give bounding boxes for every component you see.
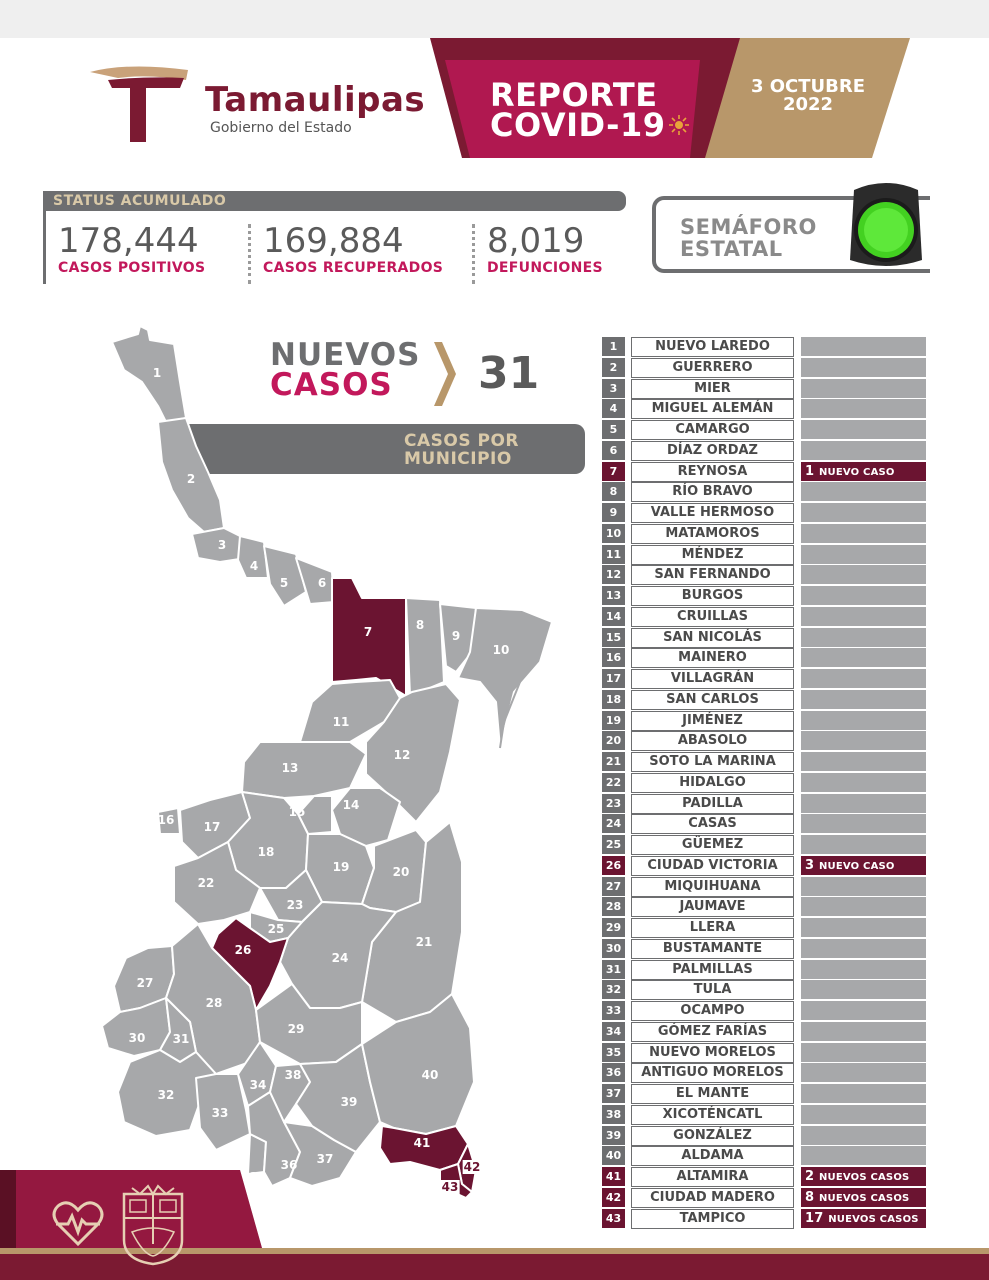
municipio-name: CIUDAD MADERO — [631, 1188, 794, 1208]
tamaulipas-logo-icon — [88, 66, 188, 142]
municipio-name: EL MANTE — [631, 1084, 794, 1104]
map-municipio-label: 18 — [257, 845, 275, 859]
table-row — [602, 441, 926, 460]
municipio-name: VALLE HERMOSO — [631, 503, 794, 523]
municipio-number: 22 — [602, 773, 625, 792]
map-municipio-label: 16 — [157, 813, 175, 827]
municipio-casos — [801, 1146, 926, 1165]
municipio-number: 8 — [602, 482, 625, 501]
municipio-number: 17 — [602, 669, 625, 688]
table-row — [602, 856, 926, 875]
table-row — [602, 399, 926, 418]
municipio-name: PALMILLAS — [631, 960, 794, 980]
municipio-number: 12 — [602, 565, 625, 584]
map-municipio-40 — [362, 994, 474, 1134]
map-municipio-label: 10 — [492, 643, 510, 657]
municipio-name: ALDAMA — [631, 1146, 794, 1166]
municipio-casos — [801, 482, 926, 501]
heart-pulse-icon — [52, 1200, 104, 1248]
municipio-name: SAN NICOLÁS — [631, 628, 794, 648]
municipio-number: 2 — [602, 358, 625, 377]
table-row — [602, 1126, 926, 1145]
sun-icon — [668, 114, 690, 136]
table-row — [602, 1105, 926, 1124]
municipio-name: VILLAGRÁN — [631, 669, 794, 689]
table-row — [602, 1022, 926, 1041]
table-row — [602, 586, 926, 605]
municipio-name: JAUMAVE — [631, 897, 794, 917]
municipio-number: 29 — [602, 918, 625, 937]
map-municipio-label: 29 — [287, 1022, 305, 1036]
municipio-number: 28 — [602, 897, 625, 916]
map-municipio-label: 32 — [157, 1088, 175, 1102]
municipio-casos — [801, 897, 926, 916]
stat-recuperados — [263, 222, 443, 276]
stat-recuperados-label: CASOS RECUPERADOS — [263, 260, 444, 276]
table-row — [602, 752, 926, 771]
table-row — [602, 669, 926, 688]
table-row — [602, 462, 926, 481]
table-row — [602, 565, 926, 584]
municipio-casos — [801, 980, 926, 999]
map-municipio-label: 14 — [342, 798, 360, 812]
map-municipio-label: 20 — [392, 865, 410, 879]
municipio-name: TULA — [631, 980, 794, 1000]
municipio-casos — [801, 586, 926, 605]
cpm-line2: MUNICIPIO — [404, 449, 512, 469]
map-municipio-label: 25 — [267, 922, 285, 936]
municipio-name: MÉNDEZ — [631, 545, 794, 565]
municipio-name: MATAMOROS — [631, 524, 794, 544]
nuevos-casos-title-line1: NUEVOS — [270, 337, 421, 373]
municipio-name: NUEVO LAREDO — [631, 337, 794, 357]
municipio-name: JIMÉNEZ — [631, 711, 794, 731]
map-municipio-label: 17 — [203, 820, 221, 834]
report-title-line2: COVID-19 — [490, 106, 666, 144]
municipio-number: 42 — [602, 1188, 625, 1207]
municipio-casos — [801, 1043, 926, 1062]
municipio-name: CASAS — [631, 814, 794, 834]
table-row — [602, 1084, 926, 1103]
table-row — [602, 835, 926, 854]
table-row — [602, 607, 926, 626]
table-row — [602, 939, 926, 958]
map-municipio-label: 8 — [415, 618, 425, 632]
municipio-number: 4 — [602, 399, 625, 418]
map-municipio-label: 37 — [316, 1152, 334, 1166]
map-municipio-label: 28 — [205, 996, 223, 1010]
municipio-number: 36 — [602, 1063, 625, 1082]
report-title-line1: REPORTE — [490, 76, 658, 114]
state-coat-of-arms-icon — [118, 1184, 188, 1266]
map-municipio-label: 22 — [197, 876, 215, 890]
municipio-casos — [801, 503, 926, 522]
municipio-casos — [801, 918, 926, 937]
map-municipio-8 — [406, 598, 444, 696]
municipio-name: OCAMPO — [631, 1001, 794, 1021]
municipio-name: CRUILLAS — [631, 607, 794, 627]
map-municipio-label: 42 — [463, 1160, 481, 1174]
table-row — [602, 773, 926, 792]
table-row — [602, 960, 926, 979]
municipio-number: 25 — [602, 835, 625, 854]
municipio-name: ANTIGUO MORELOS — [631, 1063, 794, 1083]
semaforo-label-line2: ESTATAL — [680, 237, 783, 261]
municipio-number: 21 — [602, 752, 625, 771]
municipio-name: GÜEMEZ — [631, 835, 794, 855]
brand-name: Tamaulipas — [205, 80, 426, 120]
municipio-name: PADILLA — [631, 794, 794, 814]
municipio-casos — [801, 960, 926, 979]
map-municipio-label: 2 — [186, 472, 196, 486]
table-row — [602, 524, 926, 543]
municipio-number: 31 — [602, 960, 625, 979]
stat-divider — [472, 224, 475, 284]
table-row — [602, 1043, 926, 1062]
table-row — [602, 1146, 926, 1165]
municipio-number: 1 — [602, 337, 625, 356]
municipio-name: MAINERO — [631, 648, 794, 668]
map-municipio-label: 11 — [332, 715, 350, 729]
table-row — [602, 503, 926, 522]
table-row — [602, 482, 926, 501]
municipio-number: 40 — [602, 1146, 625, 1165]
municipio-name: DÍAZ ORDAZ — [631, 441, 794, 461]
municipio-casos — [801, 773, 926, 792]
municipio-number: 20 — [602, 731, 625, 750]
municipio-casos — [801, 628, 926, 647]
municipio-casos — [801, 358, 926, 377]
map-municipio-label: 36 — [280, 1158, 298, 1172]
municipio-casos — [801, 669, 926, 688]
date-year: 2022 — [782, 94, 834, 115]
stat-positivos — [58, 222, 205, 276]
table-row — [602, 648, 926, 667]
municipio-name: BURGOS — [631, 586, 794, 606]
municipio-casos — [801, 545, 926, 564]
map-municipio-label: 34 — [249, 1078, 267, 1092]
map-municipio-label: 23 — [286, 898, 304, 912]
municipio-casos — [801, 1022, 926, 1041]
municipio-number: 33 — [602, 1001, 625, 1020]
municipio-name: GÓMEZ FARÍAS — [631, 1022, 794, 1042]
municipio-casos — [801, 1105, 926, 1124]
municipio-number: 38 — [602, 1105, 625, 1124]
municipio-casos — [801, 1126, 926, 1145]
table-row — [602, 897, 926, 916]
municipio-name: MIQUIHUANA — [631, 877, 794, 897]
stat-positivos-value: 178,444 — [58, 221, 199, 261]
stat-defunciones-value: 8,019 — [487, 221, 585, 261]
semaforo-label-line1: SEMÁFORO — [680, 215, 817, 239]
table-row — [602, 814, 926, 833]
nuevos-casos-title-line2: CASOS — [270, 367, 393, 403]
municipio-casos — [801, 1063, 926, 1082]
municipio-number: 14 — [602, 607, 625, 626]
table-row — [602, 628, 926, 647]
municipio-number: 34 — [602, 1022, 625, 1041]
municipio-name: ALTAMIRA — [631, 1167, 794, 1187]
municipio-casos — [801, 835, 926, 854]
municipio-number: 18 — [602, 690, 625, 709]
map-municipio-label: 19 — [332, 860, 350, 874]
municipio-casos — [801, 711, 926, 730]
map-municipio-1 — [112, 326, 186, 422]
municipio-name: MIGUEL ALEMÁN — [631, 399, 794, 419]
table-row — [602, 877, 926, 896]
municipio-casos — [801, 607, 926, 626]
table-row — [602, 337, 926, 356]
municipio-casos — [801, 1001, 926, 1020]
map-municipio-label: 24 — [331, 951, 349, 965]
municipio-number: 9 — [602, 503, 625, 522]
municipio-number: 32 — [602, 980, 625, 999]
municipio-number: 19 — [602, 711, 625, 730]
municipio-name: GUERRERO — [631, 358, 794, 378]
map-municipio-label: 35 — [249, 1170, 267, 1184]
table-row — [602, 690, 926, 709]
municipio-name: RÍO BRAVO — [631, 482, 794, 502]
map-municipio-label: 31 — [172, 1032, 190, 1046]
map-municipio-label: 12 — [393, 748, 411, 762]
stat-defunciones — [487, 222, 603, 276]
map-municipio-label: 4 — [249, 559, 259, 573]
municipio-number: 13 — [602, 586, 625, 605]
municipio-name: TAMPICO — [631, 1209, 794, 1229]
status-left-border — [43, 211, 46, 284]
municipio-name: MIER — [631, 379, 794, 399]
municipio-casos — [801, 794, 926, 813]
municipio-name: XICOTÉNCATL — [631, 1105, 794, 1125]
map-municipio-label: 21 — [415, 935, 433, 949]
map-municipio-label: 30 — [128, 1031, 146, 1045]
municipio-number: 35 — [602, 1043, 625, 1062]
traffic-light-green-icon — [846, 180, 926, 268]
map-municipio-label: 39 — [340, 1095, 358, 1109]
municipio-casos: 1 NUEVO CASO — [801, 462, 926, 481]
municipio-number: 23 — [602, 794, 625, 813]
table-row — [602, 980, 926, 999]
municipio-name: GONZÁLEZ — [631, 1126, 794, 1146]
map-municipio-label: 3 — [217, 538, 227, 552]
table-row — [602, 711, 926, 730]
municipio-number: 15 — [602, 628, 625, 647]
municipio-number: 39 — [602, 1126, 625, 1145]
municipio-name: SOTO LA MARINA — [631, 752, 794, 772]
municipio-number: 3 — [602, 379, 625, 398]
municipio-number: 11 — [602, 545, 625, 564]
municipio-number: 16 — [602, 648, 625, 667]
nuevos-casos-count: 31 — [478, 348, 540, 399]
municipio-casos — [801, 379, 926, 398]
municipio-number: 24 — [602, 814, 625, 833]
municipio-casos: 3 NUEVO CASO — [801, 856, 926, 875]
table-row — [602, 918, 926, 937]
map-municipio-label: 9 — [451, 629, 461, 643]
date-day-month: 3 OCTUBRE — [750, 76, 866, 97]
municipio-name: REYNOSA — [631, 462, 794, 482]
map-municipio-label: 38 — [284, 1068, 302, 1082]
municipio-casos — [801, 939, 926, 958]
municipio-name: LLERA — [631, 918, 794, 938]
municipio-casos — [801, 877, 926, 896]
municipio-name: SAN FERNANDO — [631, 565, 794, 585]
table-row — [602, 1063, 926, 1082]
municipio-number: 26 — [602, 856, 625, 875]
municipio-name: SAN CARLOS — [631, 690, 794, 710]
report-date — [738, 78, 878, 114]
municipio-casos: 2 NUEVOS CASOS — [801, 1167, 926, 1186]
table-row — [602, 545, 926, 564]
map-municipio-label: 1 — [152, 366, 162, 380]
tamaulipas-municipal-map — [100, 322, 560, 1202]
municipio-casos — [801, 752, 926, 771]
municipio-number: 30 — [602, 939, 625, 958]
municipio-number: 41 — [602, 1167, 625, 1186]
status-title: STATUS ACUMULADO — [53, 193, 227, 209]
municipio-number: 5 — [602, 420, 625, 439]
municipio-name: CAMARGO — [631, 420, 794, 440]
municipio-number: 43 — [602, 1209, 625, 1228]
municipio-casos — [801, 524, 926, 543]
municipio-name: HIDALGO — [631, 773, 794, 793]
table-row — [602, 794, 926, 813]
municipio-casos: 17 NUEVOS CASOS — [801, 1209, 926, 1228]
municipio-name: BUSTAMANTE — [631, 939, 794, 959]
stat-defunciones-label: DEFUNCIONES — [487, 260, 603, 276]
municipio-number: 27 — [602, 877, 625, 896]
municipio-casos — [801, 731, 926, 750]
municipio-number: 7 — [602, 462, 625, 481]
municipio-casos — [801, 337, 926, 356]
map-municipio-label: 5 — [279, 576, 289, 590]
municipio-number: 37 — [602, 1084, 625, 1103]
municipio-casos: 8 NUEVOS CASOS — [801, 1188, 926, 1207]
map-municipio-label: 7 — [363, 625, 373, 639]
municipio-casos — [801, 399, 926, 418]
cpm-line1: CASOS POR — [404, 431, 519, 451]
table-row — [602, 358, 926, 377]
municipio-casos — [801, 814, 926, 833]
stat-divider — [248, 224, 251, 284]
municipio-name: CIUDAD VICTORIA — [631, 856, 794, 876]
map-municipio-label: 27 — [136, 976, 154, 990]
municipio-casos — [801, 420, 926, 439]
municipio-casos — [801, 690, 926, 709]
map-municipio-label: 41 — [413, 1136, 431, 1150]
municipio-casos — [801, 648, 926, 667]
map-municipio-label: 33 — [211, 1106, 229, 1120]
map-municipio-label: 26 — [234, 943, 252, 957]
municipio-name: NUEVO MORELOS — [631, 1043, 794, 1063]
map-municipio-label: 13 — [281, 761, 299, 775]
map-municipio-label: 40 — [421, 1068, 439, 1082]
table-row — [602, 420, 926, 439]
brand-subtitle: Gobierno del Estado — [210, 120, 352, 136]
map-municipio-label: 15 — [288, 805, 306, 819]
municipio-name: ABASOLO — [631, 731, 794, 751]
municipio-casos — [801, 1084, 926, 1103]
table-row — [602, 731, 926, 750]
map-municipio-label: 43 — [441, 1180, 459, 1194]
map-municipio-label: 6 — [317, 576, 327, 590]
table-row — [602, 1001, 926, 1020]
table-row — [602, 379, 926, 398]
municipio-number: 6 — [602, 441, 625, 460]
municipio-number: 10 — [602, 524, 625, 543]
semaforo-label — [680, 216, 817, 260]
stat-recuperados-value: 169,884 — [263, 221, 404, 261]
municipio-casos — [801, 565, 926, 584]
municipio-casos — [801, 441, 926, 460]
stat-positivos-label: CASOS POSITIVOS — [58, 260, 206, 276]
